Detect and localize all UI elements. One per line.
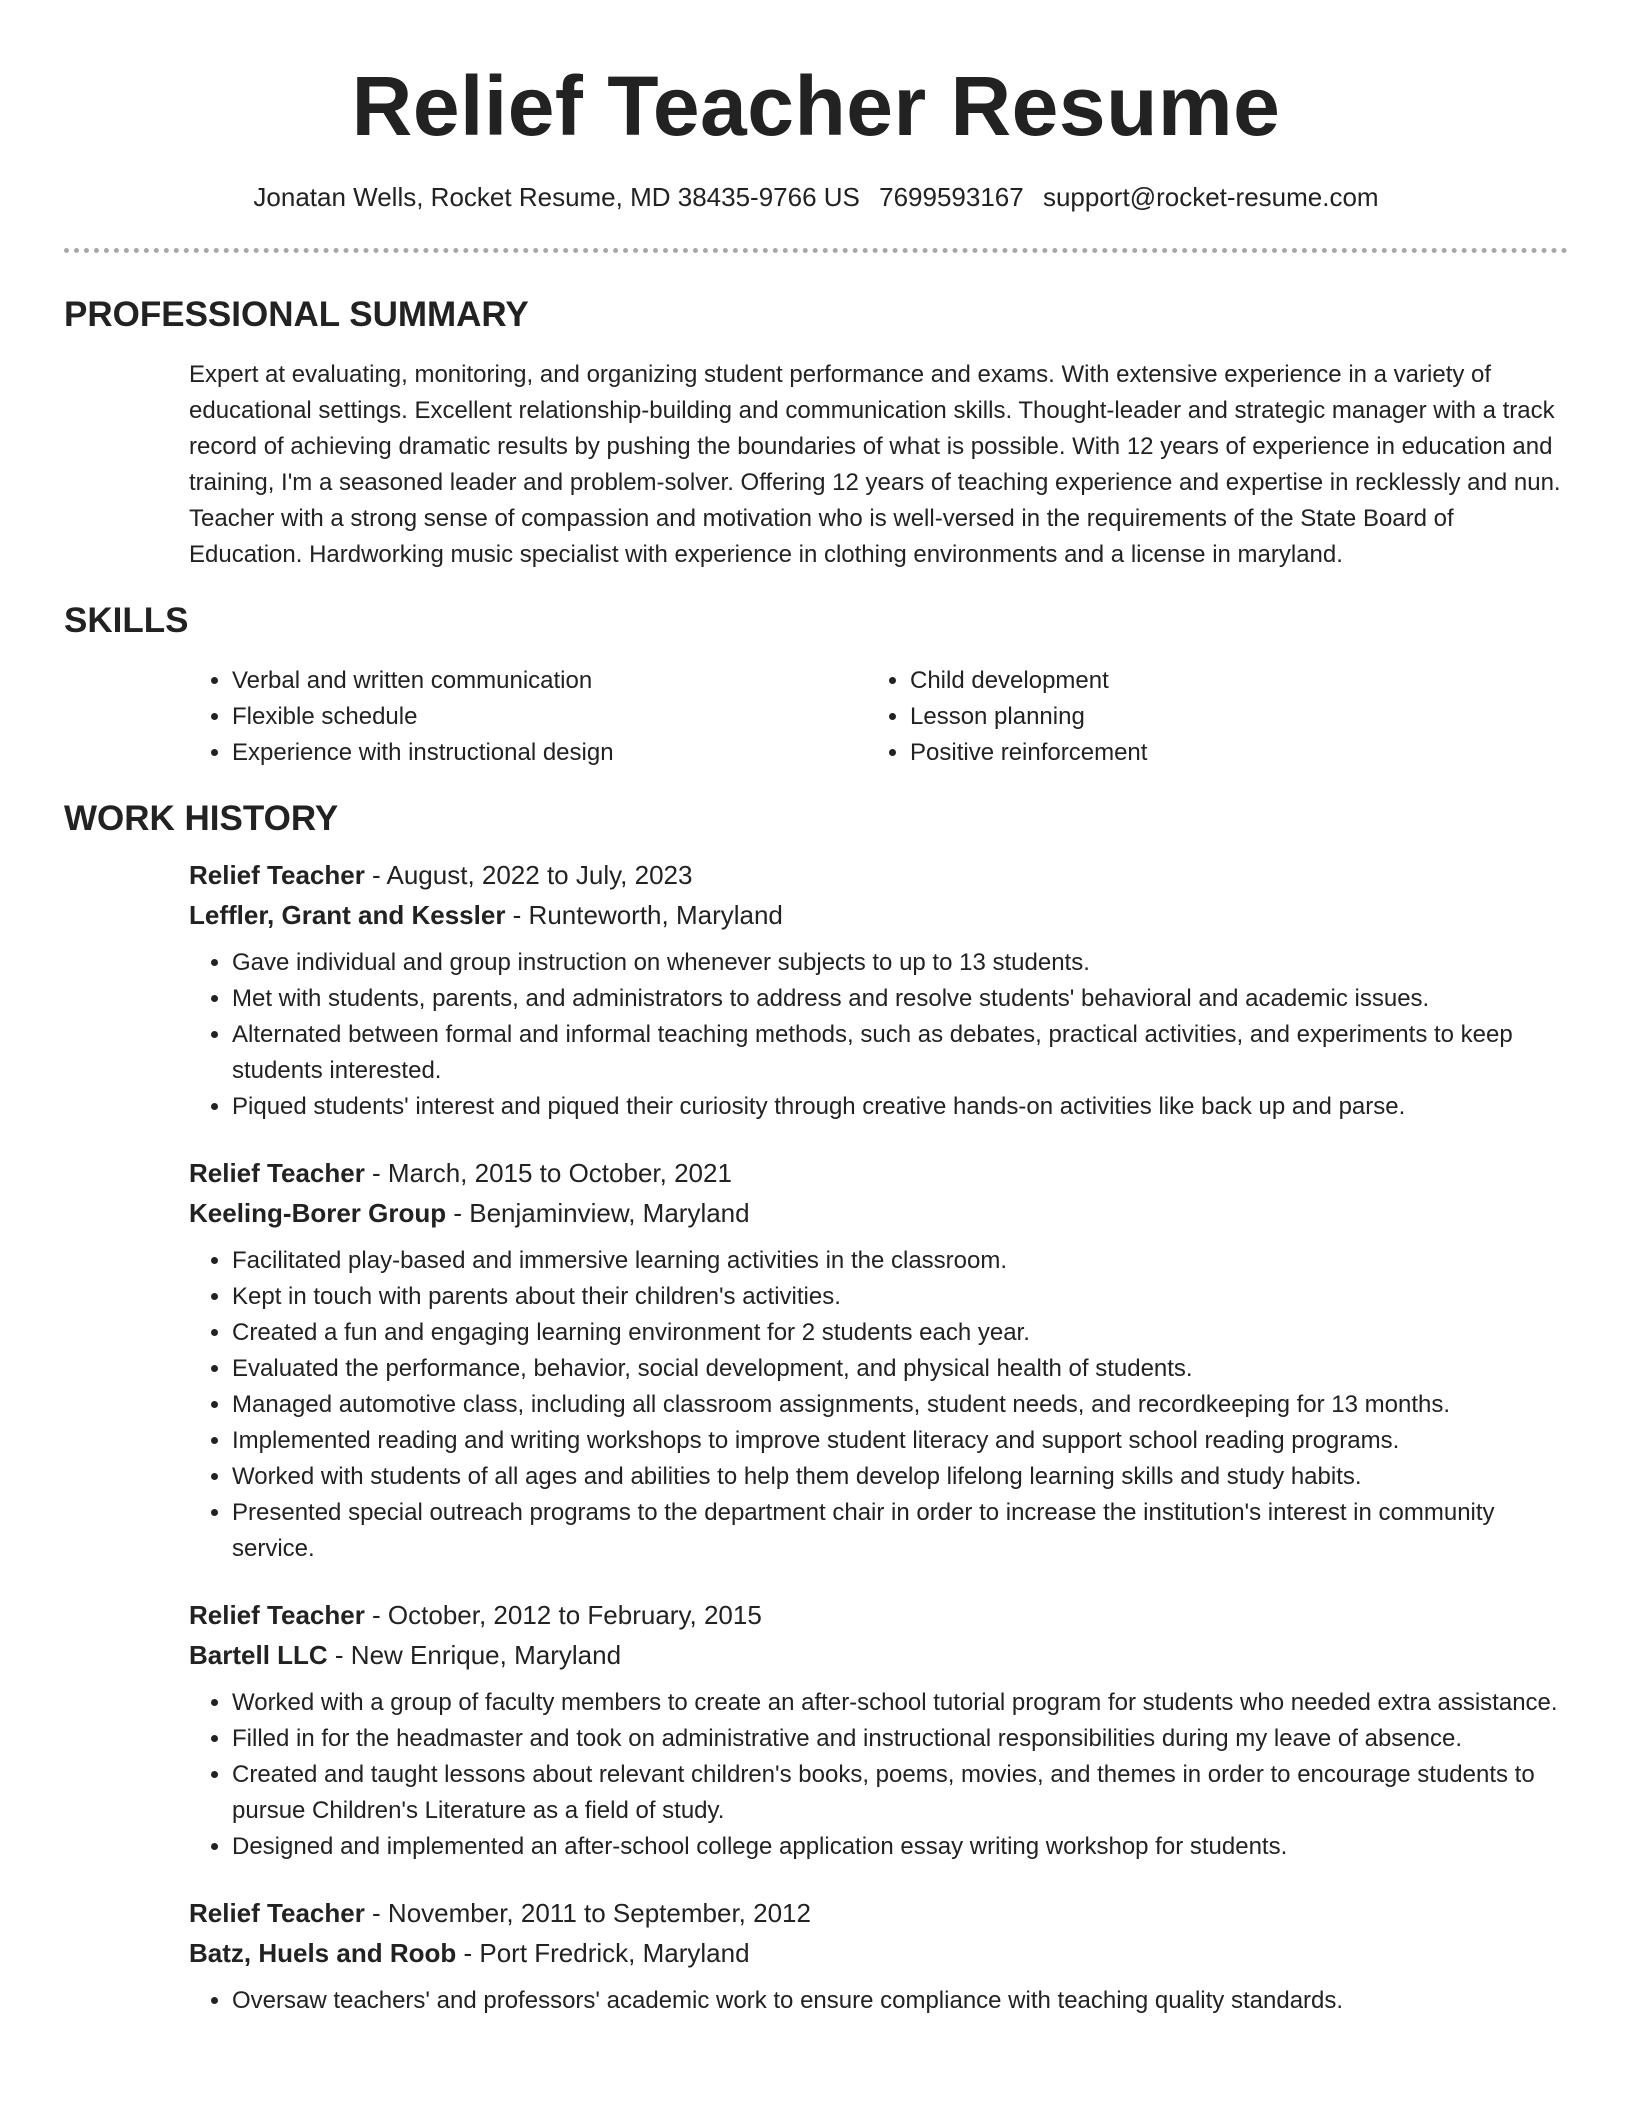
job-bullet: • Created a fun and engaging learning environment for 2 students each year. xyxy=(232,1315,1568,1351)
job-location: - Benjaminview, Maryland xyxy=(446,1198,750,1228)
job-entry xyxy=(189,1153,1568,1567)
contact-line xyxy=(64,180,1568,214)
job-role: Relief Teacher xyxy=(189,1898,365,1928)
job-bullet: • Oversaw teachers' and professors' academic work to ensure compliance with teaching quality standards. xyxy=(232,1983,1568,2019)
skill-item: • Positive reinforcement xyxy=(910,735,1545,771)
job-bullet: • Worked with a group of faculty members to create an after-school tutorial program for students who needed extra assistance. xyxy=(232,1685,1568,1721)
job-bullets xyxy=(189,1685,1568,1865)
job-dates: - October, 2012 to February, 2015 xyxy=(364,1600,762,1630)
contact-phone: 7699593167 xyxy=(879,182,1024,212)
job-role-line xyxy=(189,1595,1568,1635)
job-bullet: • Created and taught lessons about relevant children's books, poems, movies, and themes in order to encourage students to pursue Children's Literature as a field of study. xyxy=(232,1757,1568,1829)
job-company: Keeling-Borer Group xyxy=(189,1198,447,1228)
job-bullet: • Gave individual and group instruction on whenever subjects to up to 13 students. xyxy=(232,945,1568,981)
contact-address: Jonatan Wells, Rocket Resume, MD 38435-9766 US xyxy=(253,182,860,212)
job-bullet: • Piqued students' interest and piqued their curiosity through creative hands-on activities like back up and parse. xyxy=(232,1089,1568,1125)
resume-page xyxy=(64,0,1568,2019)
job-location: - Runteworth, Maryland xyxy=(505,900,783,930)
skills-heading: SKILLS xyxy=(64,601,189,640)
work-history-list xyxy=(64,855,1568,2019)
skills-column-right xyxy=(867,663,1545,771)
summary-text: Expert at evaluating, monitoring, and organizing student performance and exams. With extensive experience in a variety of educational settings. Excellent relationship-building and communication skills. Thought-leader and strategic manager with a track record of achieving dramatic results by pushing the boundaries of what is possible. With 12 years of experience in education and training, I'm a seasoned leader and problem-solver. Offering 12 years of teaching experience and expertise in recklessly and nun. Teacher with a strong sense of compassion and motivation who is well-versed in the requirements of the State Board of Education. Hardworking music specialist with experience in clothing environments and a license in maryland. xyxy=(189,361,1561,568)
job-company: Bartell LLC xyxy=(189,1640,328,1670)
job-bullets xyxy=(189,945,1568,1125)
header-divider xyxy=(64,248,1568,253)
job-location: - New Enrique, Maryland xyxy=(327,1640,622,1670)
job-entry xyxy=(189,1893,1568,2019)
job-dates: - March, 2015 to October, 2021 xyxy=(364,1158,732,1188)
job-company-line xyxy=(189,895,1568,935)
job-bullets xyxy=(189,1243,1568,1567)
job-role-line xyxy=(189,1153,1568,1193)
summary-heading: PROFESSIONAL SUMMARY xyxy=(64,295,529,334)
job-bullet: • Kept in touch with parents about their children's activities. xyxy=(232,1279,1568,1315)
job-role-line xyxy=(189,1893,1568,1933)
job-bullet: • Presented special outreach programs to the department chair in order to increase the institution's interest in community service. xyxy=(232,1495,1568,1567)
job-dates: - November, 2011 to September, 2012 xyxy=(364,1898,811,1928)
job-company-line xyxy=(189,1635,1568,1675)
job-bullet: • Alternated between formal and informal teaching methods, such as debates, practical activities, and experiments to keep students interested. xyxy=(232,1017,1568,1089)
contact-email: support@rocket-resume.com xyxy=(1042,182,1379,212)
job-bullet: • Designed and implemented an after-school college application essay writing workshop for students. xyxy=(232,1829,1568,1865)
job-bullet: • Implemented reading and writing workshops to improve student literacy and support school reading programs. xyxy=(232,1423,1568,1459)
skill-item: • Experience with instructional design xyxy=(232,735,867,771)
job-entry xyxy=(189,855,1568,1125)
skills-column-left xyxy=(189,663,867,771)
job-bullet: • Facilitated play-based and immersive learning activities in the classroom. xyxy=(232,1243,1568,1279)
resume-title: Relief Teacher Resume xyxy=(351,59,1281,153)
job-role: Relief Teacher xyxy=(189,1158,365,1188)
job-bullet: • Managed automotive class, including all classroom assignments, student needs, and recordkeeping for 13 months. xyxy=(232,1387,1568,1423)
job-company-line xyxy=(189,1933,1568,1973)
job-role: Relief Teacher xyxy=(189,1600,365,1630)
job-entry xyxy=(189,1595,1568,1865)
job-role-line xyxy=(189,855,1568,895)
job-company: Batz, Huels and Roob xyxy=(189,1938,457,1968)
skill-item: • Lesson planning xyxy=(910,699,1545,735)
job-dates: - August, 2022 to July, 2023 xyxy=(364,860,693,890)
skills-list xyxy=(64,663,1568,771)
job-bullet: • Met with students, parents, and administrators to address and resolve students' behavioral and academic issues. xyxy=(232,981,1568,1017)
skill-item: • Flexible schedule xyxy=(232,699,867,735)
job-bullets xyxy=(189,1983,1568,2019)
job-bullet: • Worked with students of all ages and abilities to help them develop lifelong learning skills and study habits. xyxy=(232,1459,1568,1495)
skill-item: • Child development xyxy=(910,663,1545,699)
job-location: - Port Fredrick, Maryland xyxy=(456,1938,750,1968)
skill-item: • Verbal and written communication xyxy=(232,663,867,699)
work-history-heading: WORK HISTORY xyxy=(64,799,339,838)
job-role: Relief Teacher xyxy=(189,860,365,890)
job-bullet: • Filled in for the headmaster and took on administrative and instructional responsibilities during my leave of absence. xyxy=(232,1721,1568,1757)
job-company: Leffler, Grant and Kessler xyxy=(189,900,506,930)
job-bullet: • Evaluated the performance, behavior, social development, and physical health of students. xyxy=(232,1351,1568,1387)
job-company-line xyxy=(189,1193,1568,1233)
